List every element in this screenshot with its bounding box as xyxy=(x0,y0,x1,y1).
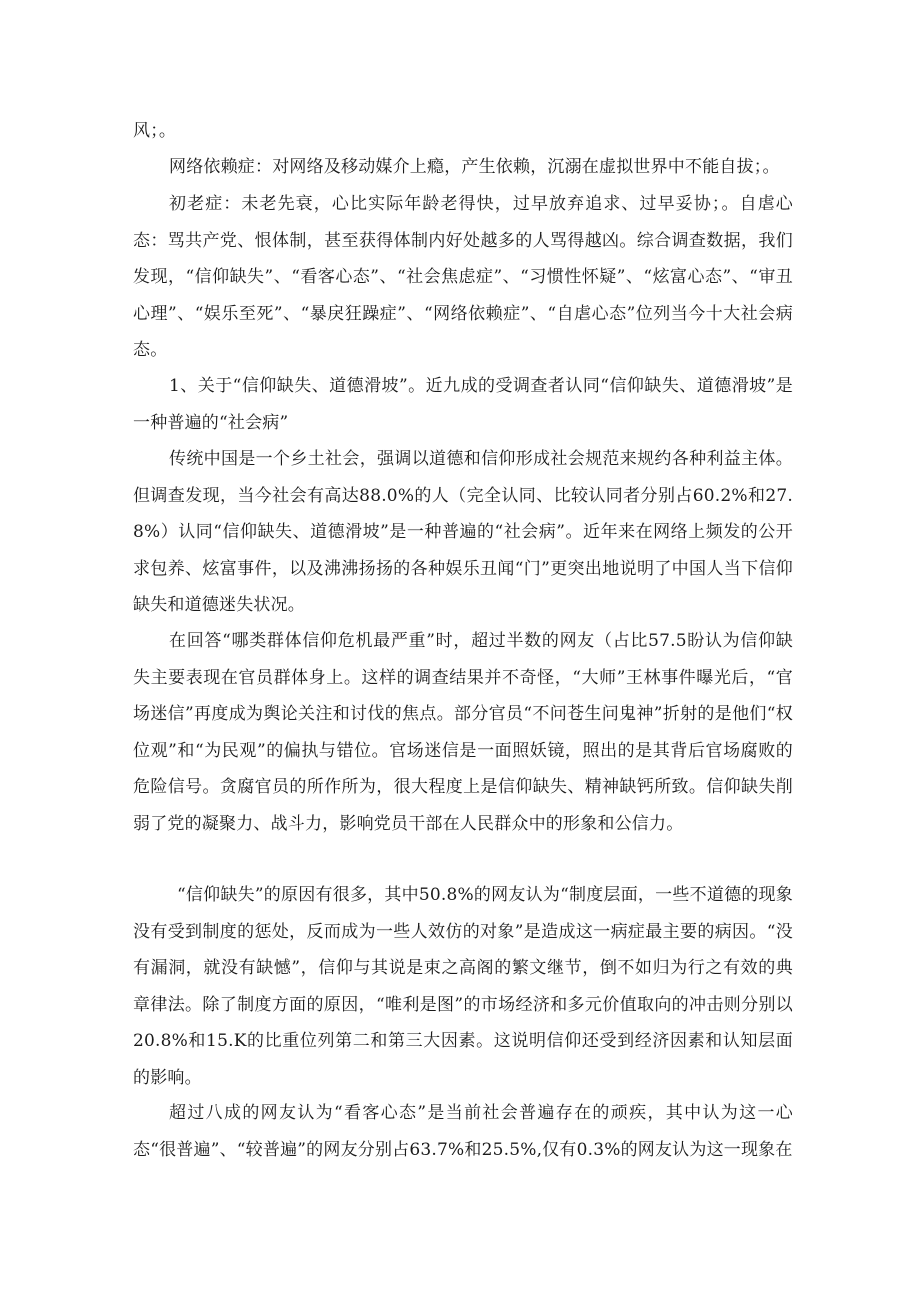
paragraph-3: 初老症：未老先衰，心比实际年龄老得快，过早放弃追求、过早妥协；。自虐心态：骂共产党、恨体制，甚至获得体制内好处越多的人骂得越凶。综合调查数据，我们发现，“信仰缺失”、“看客心态”、“社会焦虑症”、“习惯性怀疑”、“炫富心态”、“审丑心理”、“娱乐至死”、“暴戾狂躁症”、“网络依赖症”、“自虐心态”位列当今十大社会病态。 xyxy=(133,194,793,360)
paragraph-1: 风；。 xyxy=(133,121,177,141)
paragraph-2: 网络依赖症：对网络及移动媒介上瘾，产生依赖，沉溺在虚拟世界中不能自拔；。 xyxy=(169,157,780,177)
paragraph-4: 1、关于“信仰缺失、道德滑坡”。近九成的受调查者认同“信仰缺失、道德滑坡”是一种普遍的“社会病” xyxy=(133,376,793,433)
paragraph-6: 在回答“哪类群体信仰危机最严重”时，超过半数的网友（占比57.5盼认为信仰缺失主要表现在官员群体身上。这样的调查结果并不奇怪，“大师”王林事件曝光后，“官场迷信”再度成为舆论关注和讨伐的焦点。部分官员“不问苍生问鬼神”折射的是他们“权位观”和“为民观”的偏执与错位。官场迷信是一面照妖镜，照出的是其背后官场腐败的危险信号。贪腐官员的所作所为，很大程度上是信仰缺失、精神缺钙所致。信仰缺失削弱了党的凝聚力、战斗力，影响党员干部在人民群众中的形象和公信力。 xyxy=(133,631,793,834)
paragraph-8: 超过八成的网友认为“看客心态”是当前社会普遍存在的顽疾，其中认为这一心态“很普遍”、“较普遍”的网友分别占63.7%和25.5%,仅有0.3%的网友认为这一现象在 xyxy=(133,1103,793,1160)
paragraph-5: 传统中国是一个乡土社会，强调以道德和信仰形成社会规范来规约各种利益主体。但调查发现，当今社会有高达88.0%的人（完全认同、比较认同者分别占60.2%和27.8%）认同“信仰缺失、道德滑坡”是一种普遍的“社会病”。近年来在网络上频发的公开求包养、炫富事件，以及沸沸扬扬的各种娱乐丑闻“门”更突出地说明了中国人当下信仰缺失和道德迷失状况。 xyxy=(133,449,793,615)
paragraph-7: “信仰缺失”的原因有很多，其中50.8%的网友认为“制度层面，一些不道德的现象没有受到制度的惩处，反而成为一些人效仿的对象”是造成这一病症最主要的病因。“没有漏洞，就没有缺憾”，信仰与其说是束之高阁的繁文继节，倒不如归为行之有效的典章律法。除了制度方面的原因，“唯利是图”的市场经济和多元价值取向的冲击则分别以20.8%和15.K的比重位列第二和第三大因素。这说明信仰还受到经济因素和认知层面的影响。 xyxy=(133,885,793,1088)
